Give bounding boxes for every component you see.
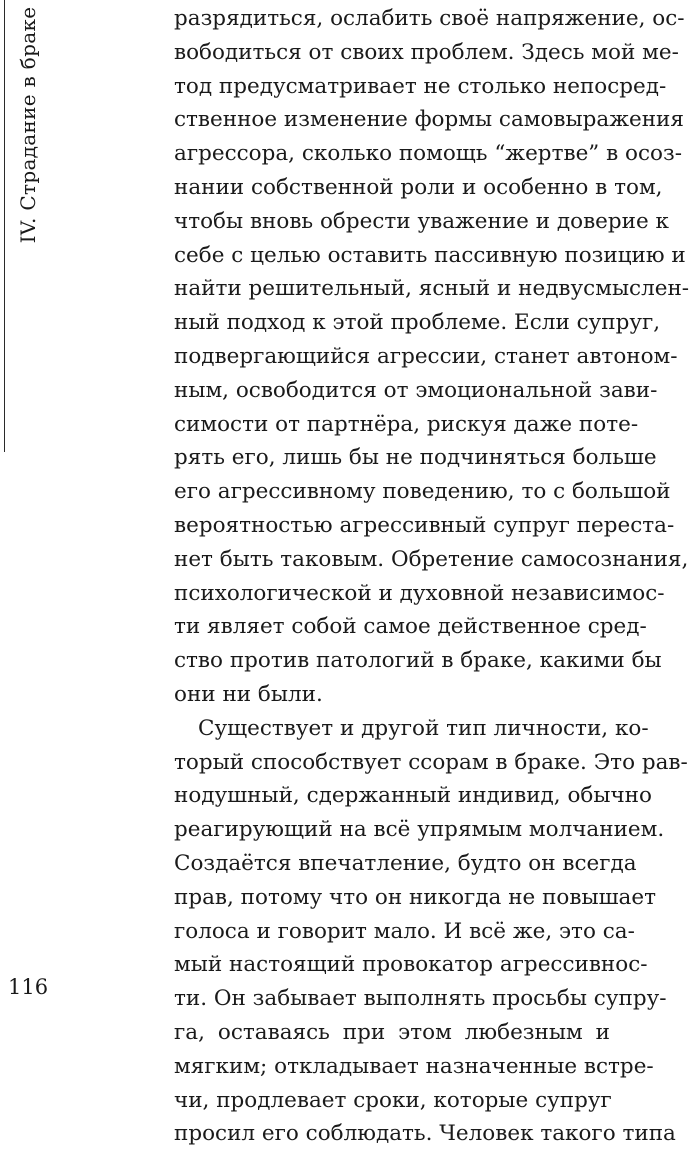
text-line: ти являет собой самое действенное сред- [174, 614, 647, 640]
page-number: 116 [8, 975, 49, 999]
text-line: себе с целью оставить пассивную позицию и [174, 242, 686, 268]
text-line: ти. Он забывает выполнять просьбы супру- [174, 986, 667, 1012]
text-line: нет быть таковым. Обретение самосознания, [174, 546, 689, 572]
text-line: агрессора, сколько помощь “жертве” в осоз- [174, 141, 682, 167]
text-line: они ни были. [174, 681, 323, 707]
text-line: рять его, лишь бы не подчиняться больше [174, 445, 657, 471]
text-line: найти решительный, ясный и недвусмыслен- [174, 276, 689, 302]
text-line: чтобы вновь обрести уважение и доверие к [174, 208, 669, 234]
text-line: нании собственной роли и особенно в том, [174, 174, 663, 200]
running-header [10, 0, 46, 250]
body-text [174, 2, 689, 1151]
text-line: реагирующий на всё упрямым молчанием. [174, 817, 665, 843]
text-line: вероятностью агрессивный супруг переста- [174, 512, 675, 538]
text-line: вободиться от своих проблем. Здесь мой ме- [174, 39, 679, 65]
text-line: ным, освободится от эмоциональной зави- [174, 377, 658, 403]
text-line: Создаётся впечатление, будто он всегда [174, 850, 637, 876]
text-line: ственное изменение формы самовыражения [174, 107, 684, 133]
text-line: симости от партнёра, рискуя даже поте- [174, 411, 639, 437]
margin-rule [4, 0, 5, 452]
text-line: нодушный, сдержанный индивид, обычно [174, 783, 652, 809]
text-line: мягким; откладывает назначенные встре- [174, 1053, 654, 1079]
text-line: голоса и говорит мало. И всё же, это са- [174, 918, 635, 944]
text-line: Существует и другой тип личности, ко- [198, 715, 649, 741]
text-line: прав, потому что он никогда не повышает [174, 884, 656, 910]
text-line: его агрессивному поведению, то с большой [174, 479, 671, 505]
paragraph-2 [174, 712, 688, 1151]
text-line: просил его соблюдать. Человек такого типа [174, 1121, 676, 1147]
chapter-title: IV. Страдание в браке [16, 6, 40, 244]
text-line: мый настоящий провокатор агрессивнос- [174, 952, 648, 978]
text-line: ный подход к этой проблеме. Если супруг, [174, 310, 661, 336]
text-line: чи, продлевает сроки, которые супруг [174, 1087, 612, 1113]
text-line: подвергающийся агрессии, станет автоном- [174, 343, 678, 369]
paragraph-1 [174, 2, 689, 712]
text-line: разрядиться, ослабить своё напряжение, ос- [174, 6, 685, 31]
text-line: торый способствует ссорам в браке. Это рав- [174, 749, 688, 775]
text-line: га, оставаясь при этом любезным и [174, 1019, 610, 1045]
text-line: тод предусматривает не столько непосред- [174, 73, 667, 99]
text-line: психологической и духовной независимос- [174, 580, 665, 606]
text-line: ство против патологий в браке, какими бы [174, 648, 662, 674]
